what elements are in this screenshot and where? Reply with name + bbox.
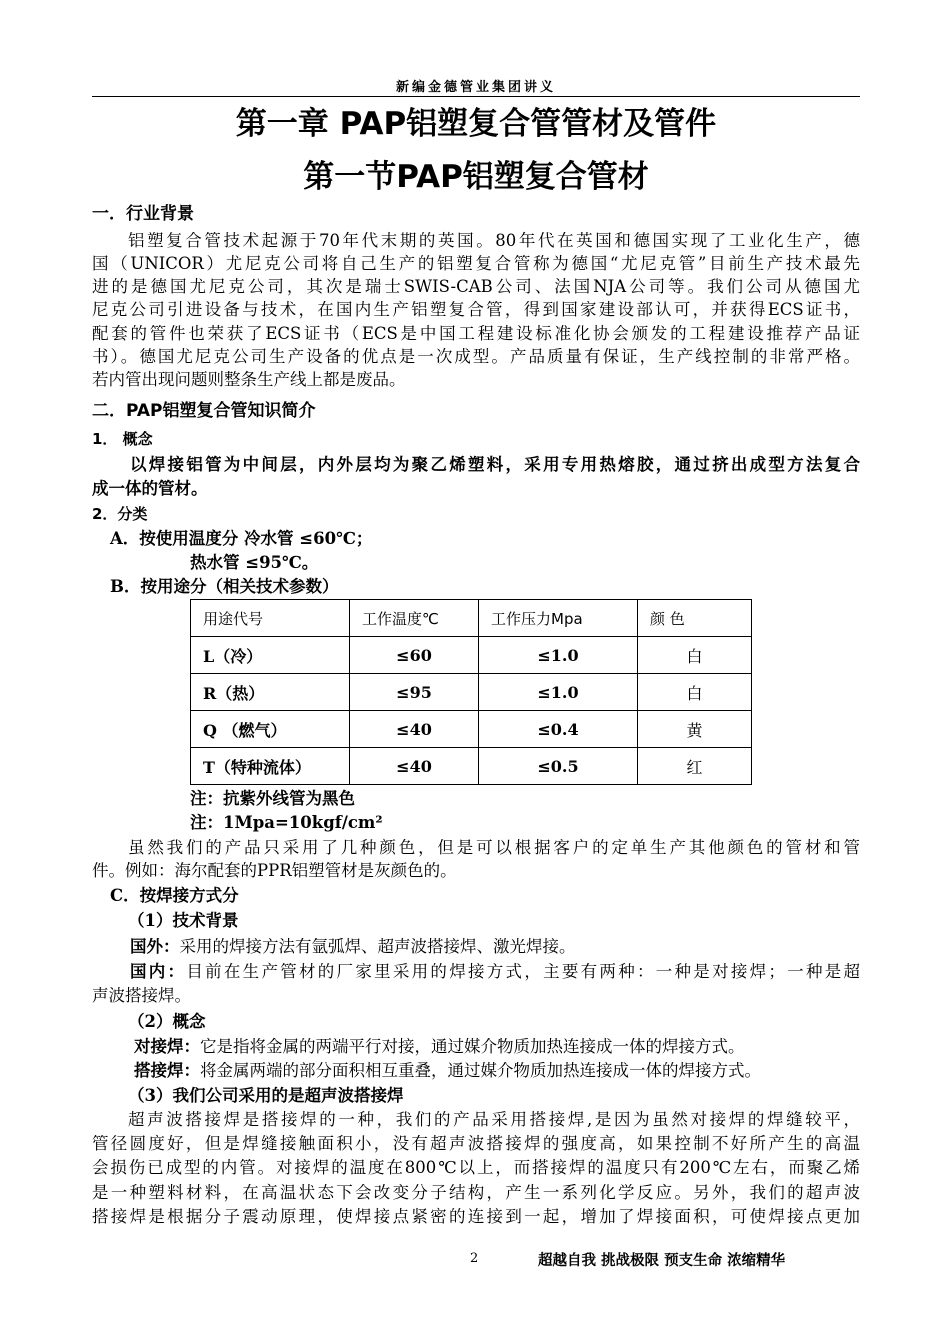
paragraph-line: 超声波搭接焊是搭接焊的一种，我们的产品采用搭接焊,是因为虽然对接焊的焊缝较平， [128, 1110, 860, 1129]
paragraph-line: 会损伤已成型的内管。对接焊的温度在800℃以上，而搭接焊的温度只有200℃左右，而聚乙烯 [92, 1158, 860, 1177]
table-cell: 黄 [638, 711, 752, 748]
abroad-line [130, 935, 898, 958]
paragraph-line: 尼克公司引进设备与技术，在国内生产铝塑复合管，得到国家建设部认可，并获得ECS证书， [92, 300, 860, 319]
table-cell: 红 [638, 748, 752, 785]
butt-weld-label: 对接焊： [134, 1037, 200, 1056]
header-rule [92, 96, 860, 97]
heading-knowledge-intro: 二．PAP铝塑复合管知识简介 [92, 401, 316, 421]
concept-subheading: （2）概念 [128, 1012, 206, 1031]
table-cell: ≤40 [350, 711, 479, 748]
running-header: 新编金德管业集团讲义 [395, 80, 556, 95]
paragraph-line: 进的是德国尤尼克公司，其次是瑞士SWIS-CAB公司、法国NJA公司等。我们公司从德国尤 [92, 277, 860, 296]
table-cell: ≤0.5 [479, 748, 638, 785]
butt-weld-text: 它是指将金属的两端平行对接，通过媒介物质加热连接成一体的焊接方式。 [200, 1037, 745, 1056]
table-header-cell: 颜 色 [638, 600, 752, 637]
heading-industry-background: 一．行业背景 [92, 204, 194, 224]
table-cell: T（特种流体） [191, 748, 350, 785]
heading-concept: 1． 概念 [92, 430, 153, 448]
table-cell: ≤40 [350, 748, 479, 785]
lap-weld-line [134, 1059, 902, 1082]
paragraph-line: 虽然我们的产品只采用了几种颜色，但是可以根据客户的定单生产其他颜色的管材和管 [128, 838, 860, 857]
paragraph-line: 搭接焊是根据分子震动原理，使焊接点紧密的连接到一起，增加了焊接面积，可使焊接点更加 [92, 1207, 860, 1226]
table-cell: Q （燃气） [191, 711, 350, 748]
table-row [191, 711, 752, 748]
class-a-line: A．按使用温度分 冷水管 ≤60℃； [110, 529, 373, 548]
table-header-cell: 工作温度℃ [350, 600, 479, 637]
table-header-cell: 工作压力Mpa [479, 600, 638, 637]
table-cell: 白 [638, 674, 752, 711]
table-cell: ≤95 [350, 674, 479, 711]
lap-weld-label: 搭接焊： [134, 1061, 200, 1080]
note-uv: 注：抗紫外线管为黑色 [190, 789, 355, 808]
tech-background-heading: （1）技术背景 [128, 911, 239, 930]
table-row [191, 674, 752, 711]
table-row [191, 748, 752, 785]
table-cell: ≤0.4 [479, 711, 638, 748]
paragraph-line: 是一种塑料材料，在高温状态下会改变分子结构，产生一系列化学反应。另外，我们的超声波 [92, 1183, 860, 1202]
domestic-line [130, 960, 860, 983]
ultrasonic-heading: （3）我们公司采用的是超声波搭接焊 [128, 1086, 404, 1105]
lap-weld-text: 将金属两端的部分面积相互重叠，通过媒介物质加热连接成一体的焊接方式。 [200, 1061, 761, 1080]
page-number: 2 [470, 1251, 479, 1266]
domestic-label: 国内： [130, 962, 187, 981]
paragraph-line: 管径圆度好，但是焊缝接触面积小，没有超声波搭接焊的强度高，如果控制不好所产生的高温 [92, 1134, 860, 1153]
table-cell: L（冷） [191, 637, 350, 674]
abroad-label: 国外： [130, 937, 180, 956]
section-title: 第一节PAP铝塑复合管材 [303, 159, 649, 195]
note-unit: 注：1Mpa=10kgf/cm² [190, 813, 383, 832]
footer-motto: 超越自我 挑战极限 预支生命 浓缩精华 [538, 1253, 786, 1269]
table-header-cell: 用途代号 [191, 600, 350, 637]
table-cell: ≤1.0 [479, 637, 638, 674]
paragraph-line: 书）。德国尤尼克公司生产设备的优点是一次成型。产品质量有保证，生产线控制的非常严格。 [92, 347, 860, 366]
table-row [191, 637, 752, 674]
chapter-title: 第一章 PAP铝塑复合管管材及管件 [235, 106, 717, 142]
pipe-spec-table [190, 599, 752, 785]
paragraph-line: 若内管出现问题则整条生产线上都是废品。 [92, 370, 406, 389]
paragraph-line: 声波搭接焊。 [92, 986, 191, 1005]
class-a-line: 热水管 ≤95℃。 [190, 553, 319, 572]
heading-classification: 2．分类 [92, 505, 148, 523]
table-cell: R（热） [191, 674, 350, 711]
table-cell: 白 [638, 637, 752, 674]
abroad-text: 采用的焊接方法有氩弧焊、超声波搭接焊、激光焊接。 [179, 937, 576, 956]
class-b-heading: B．按用途分（相关技术参数） [110, 577, 339, 596]
class-c-heading: C．按焊接方式分 [110, 886, 239, 905]
paragraph-line: 铝塑复合管技术起源于70年代末期的英国。80年代在英国和德国实现了工业化生产，德 [128, 231, 860, 250]
butt-weld-line [134, 1035, 902, 1058]
domestic-text: 目前在生产管材的厂家里采用的焊接方式，主要有两种：一种是对接焊；一种是超 [186, 962, 861, 981]
table-cell: ≤60 [350, 637, 479, 674]
concept-line: 成一体的管材。 [92, 479, 208, 498]
paragraph-line: 配套的管件也荣获了ECS证书（ECS是中国工程建设标准化协会颁发的工程建设推荐产品证 [92, 324, 860, 343]
concept-line: 以焊接铝管为中间层，内外层均为聚乙烯塑料，采用专用热熔胶，通过挤出成型方法复合 [130, 455, 860, 474]
paragraph-line: 件。例如：海尔配套的PPR铝塑管材是灰颜色的。 [92, 861, 457, 880]
paragraph-line: 国（UNICOR）尤尼克公司将自己生产的铝塑复合管称为德国“尤尼克管”目前生产技术最先 [92, 254, 860, 273]
table-header-row [191, 600, 752, 637]
table-cell: ≤1.0 [479, 674, 638, 711]
